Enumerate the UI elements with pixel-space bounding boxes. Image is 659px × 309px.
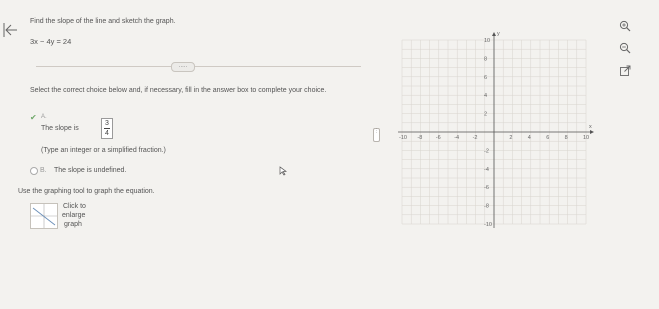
x-tick-label: -8 bbox=[417, 135, 423, 141]
x-tick-label: 10 bbox=[583, 135, 590, 141]
y-tick-label: 6 bbox=[484, 74, 488, 81]
y-tick-label: 4 bbox=[484, 93, 488, 100]
external-link-icon[interactable] bbox=[619, 65, 631, 77]
question-instruction: Find the slope of the line and sketch the graph. bbox=[30, 18, 176, 25]
choice-b-radio[interactable] bbox=[30, 167, 38, 175]
fraction-bar bbox=[104, 128, 110, 129]
enlarge-link-line1[interactable]: Click to bbox=[63, 203, 86, 210]
choice-b-text[interactable]: The slope is undefined. bbox=[54, 167, 127, 174]
choice-a-hint: (Type an integer or a simplified fraction.) bbox=[41, 147, 166, 154]
y-tick-label: 10 bbox=[484, 38, 491, 44]
y-tick-label: 8 bbox=[484, 56, 488, 63]
choice-a-letter: A. bbox=[41, 114, 47, 120]
answer-prompt: Select the correct choice below and, if necessary, fill in the answer box to complete your choice. bbox=[30, 87, 327, 94]
panel-splitter-handle[interactable]: ⋮ bbox=[373, 128, 380, 142]
y-tick-label: -2 bbox=[484, 148, 489, 155]
zoom-in-icon[interactable] bbox=[619, 20, 631, 32]
more-button[interactable]: ..... bbox=[171, 62, 195, 72]
x-axis-label: x bbox=[589, 124, 592, 130]
check-icon: ✔ bbox=[30, 113, 37, 122]
mouse-cursor-icon bbox=[279, 166, 287, 176]
choice-b-letter: B. bbox=[40, 167, 47, 174]
y-tick-label: -10 bbox=[484, 222, 492, 228]
y-axis-arrow bbox=[492, 32, 496, 36]
x-tick-label: -4 bbox=[454, 135, 460, 141]
x-tick-label: 6 bbox=[546, 135, 550, 141]
zoom-out-icon[interactable] bbox=[619, 42, 631, 54]
slope-answer-box[interactable] bbox=[101, 118, 113, 139]
x-tick-label: -2 bbox=[472, 135, 478, 141]
divider-line bbox=[36, 66, 361, 67]
x-tick-label: -10 bbox=[399, 135, 407, 141]
x-tick-label: -6 bbox=[435, 135, 441, 141]
coordinate-grid bbox=[400, 30, 604, 226]
x-tick-label: 4 bbox=[527, 135, 531, 141]
y-tick-label: -4 bbox=[484, 166, 489, 173]
graph-thumbnail-icon bbox=[31, 204, 57, 228]
x-tick-label: 2 bbox=[509, 135, 513, 141]
graph-thumbnail[interactable] bbox=[30, 203, 58, 229]
slope-denominator: 4 bbox=[105, 130, 109, 137]
enlarge-link-line3[interactable]: graph bbox=[64, 221, 82, 228]
enlarge-link-line2[interactable]: enlarge bbox=[62, 212, 86, 219]
choice-a-text: The slope is bbox=[41, 125, 79, 132]
x-axis-arrow bbox=[590, 130, 594, 134]
back-arrow-icon[interactable] bbox=[2, 22, 18, 38]
equation: 3x − 4y = 24 bbox=[30, 37, 72, 46]
graphing-instruction: Use the graphing tool to graph the equation. bbox=[18, 188, 155, 195]
y-tick-label: 2 bbox=[484, 111, 488, 118]
x-tick-label: 8 bbox=[564, 135, 568, 141]
slope-numerator: 3 bbox=[105, 120, 109, 127]
y-tick-label: -8 bbox=[484, 203, 489, 210]
y-tick-label: -6 bbox=[484, 185, 489, 192]
y-axis-label: y bbox=[497, 31, 500, 37]
